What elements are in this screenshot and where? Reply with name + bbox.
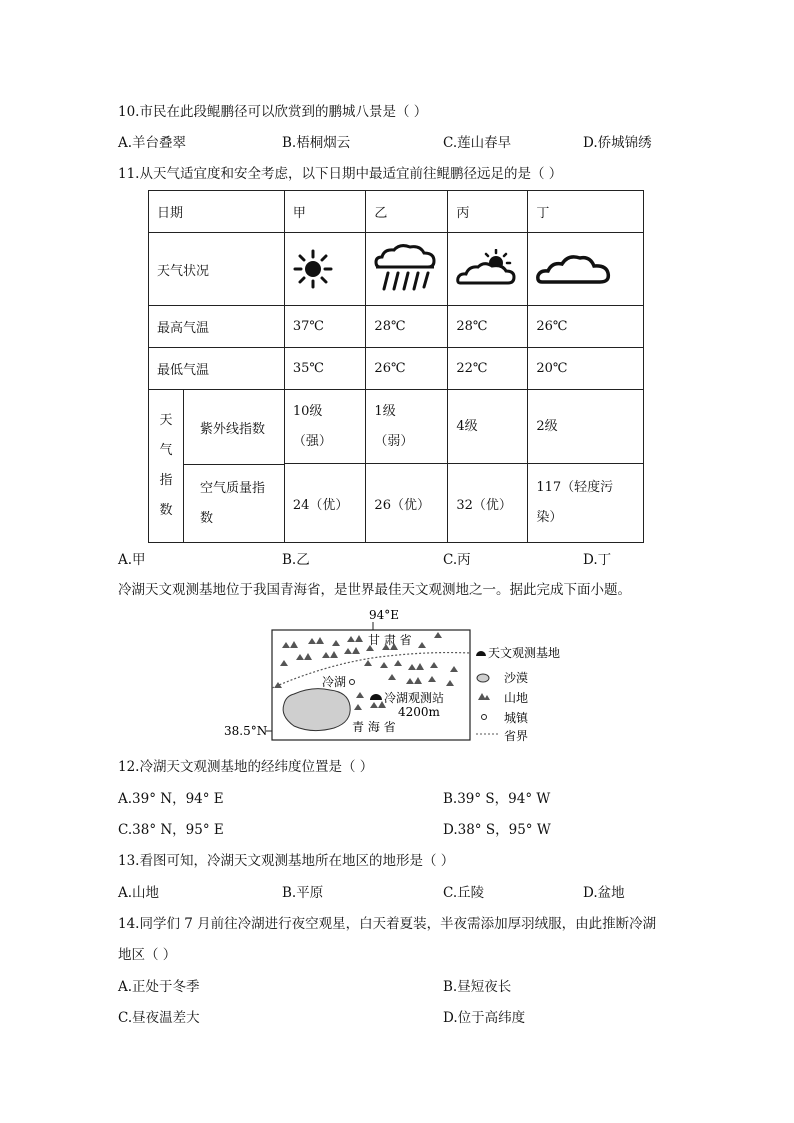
legend-desert: 沙漠 [504, 671, 529, 685]
min-temp-label: 最低气温 [149, 348, 285, 390]
legend-town: 城镇 [504, 711, 529, 725]
partly-cloudy-icon [456, 249, 518, 289]
legend-observatory-icon [476, 651, 486, 656]
legend-mountain: 山地 [504, 691, 529, 705]
q11-option-d: D.丁 [583, 552, 612, 568]
max-temp-jia: 37℃ [284, 306, 366, 348]
legend-mountain-icon [478, 693, 490, 700]
aq-ding: 117（轻度污 染） [528, 464, 644, 543]
legend-boundary: 省界 [504, 729, 529, 743]
min-temp-ding: 20℃ [528, 348, 644, 390]
weather-bing [448, 233, 528, 306]
sun-icon [293, 249, 333, 289]
desert-area [283, 689, 350, 731]
max-temp-ding: 26℃ [528, 306, 644, 348]
q13-option-b: B.平原 [282, 885, 324, 901]
header-bing: 丙 [448, 191, 528, 233]
q13-option-c: C.丘陵 [443, 885, 485, 901]
q11-option-b: B.乙 [282, 552, 310, 568]
q11-question: 11.从天气适宜度和安全考虑，以下日期中最适宜前往鲲鹏径远足的是（ ） [118, 166, 563, 182]
header-ding: 丁 [528, 191, 644, 233]
q14-question-line1: 14.同学们 7 月前往冷湖进行夜空观星，白天着夏装，半夜需添加厚羽绒服，由此推断冷湖 [118, 916, 657, 932]
max-temp-bing: 28℃ [448, 306, 528, 348]
map-legend [476, 645, 560, 743]
aq-label: 空气质量指 数 [200, 480, 266, 526]
q11-option-a: A.甲 [118, 552, 146, 568]
lon-label: 94°E [369, 608, 400, 622]
elevation-label: 4200m [398, 705, 440, 719]
uv-ding: 2级 [528, 390, 644, 464]
uv-label: 紫外线指数 [184, 390, 284, 465]
max-temp-label: 最高气温 [149, 306, 285, 348]
header-yi: 乙 [366, 191, 448, 233]
q10-question: 10.市民在此段鲲鹏径可以欣赏到的鹏城八景是（ ） [118, 104, 428, 120]
index-group-label: 天 气 指 数 [149, 390, 184, 542]
weather-table [148, 190, 644, 543]
legend-desert-icon [477, 674, 489, 682]
q10-option-d: D.侨城锦绣 [583, 135, 652, 151]
q12-option-b: B.39° S，94° W [443, 791, 551, 807]
aq-bing: 32（优） [448, 464, 528, 543]
province-gansu: 甘 肃 省 [368, 633, 412, 647]
station-label: 冷湖观测站 [384, 691, 445, 705]
q12-option-c: C.38° N，95° E [118, 822, 224, 838]
town-lenghu-marker [350, 680, 355, 685]
q14-option-b: B.昼短夜长 [443, 979, 512, 995]
weather-label: 天气状况 [149, 233, 285, 306]
lenghu-map [222, 606, 582, 746]
weather-ding [528, 233, 644, 306]
q13-option-d: D.盆地 [583, 885, 625, 901]
lat-label: 38.5°N [224, 724, 268, 738]
q11-option-c: C.丙 [443, 552, 471, 568]
max-temp-row [149, 306, 644, 348]
header-date: 日期 [149, 191, 285, 233]
aq-yi: 26（优） [366, 464, 448, 543]
q14-question-line2: 地区（ ） [118, 947, 177, 963]
q14-option-a: A.正处于冬季 [118, 979, 200, 995]
table-header-row [149, 191, 644, 233]
max-temp-yi: 28℃ [366, 306, 448, 348]
min-temp-row [149, 348, 644, 390]
weather-row [149, 233, 644, 306]
q13-question: 13.看图可知，冷湖天文观测基地所在地区的地形是（ ） [118, 853, 455, 869]
q13-option-a: A.山地 [118, 885, 160, 901]
uv-jia: 10级 （强） [284, 390, 366, 464]
uv-row [149, 390, 644, 464]
weather-jia [284, 233, 366, 306]
intro-text: 冷湖天文观测基地位于我国青海省，是世界最佳天文观测地之一。据此完成下面小题。 [118, 582, 631, 598]
uv-bing: 4级 [448, 390, 528, 464]
header-jia: 甲 [284, 191, 366, 233]
index-group-cell [149, 390, 285, 543]
weather-yi [366, 233, 448, 306]
q10-option-c: C.莲山春早 [443, 135, 512, 151]
legend-town-icon [482, 715, 487, 720]
q14-option-d: D.位于高纬度 [443, 1010, 526, 1026]
province-qinghai: 青 海 省 [352, 720, 396, 734]
legend-observatory: 天文观测基地 [488, 646, 561, 660]
q10-option-a: A.羊台叠翠 [118, 135, 187, 151]
q12-option-a: A.39° N，94° E [118, 791, 224, 807]
min-temp-yi: 26℃ [366, 348, 448, 390]
min-temp-bing: 22℃ [448, 348, 528, 390]
q14-option-c: C.昼夜温差大 [118, 1010, 200, 1026]
town-lenghu-label: 冷湖 [322, 675, 347, 689]
q12-option-d: D.38° S，95° W [443, 822, 551, 838]
rain-icon [374, 243, 436, 295]
uv-yi: 1级 （弱） [366, 390, 448, 464]
aq-jia: 24（优） [284, 464, 366, 543]
cloud-icon [536, 252, 612, 286]
q10-option-b: B.梧桐烟云 [282, 135, 351, 151]
q12-question: 12.冷湖天文观测基地的经纬度位置是（ ） [118, 759, 374, 775]
min-temp-jia: 35℃ [284, 348, 366, 390]
